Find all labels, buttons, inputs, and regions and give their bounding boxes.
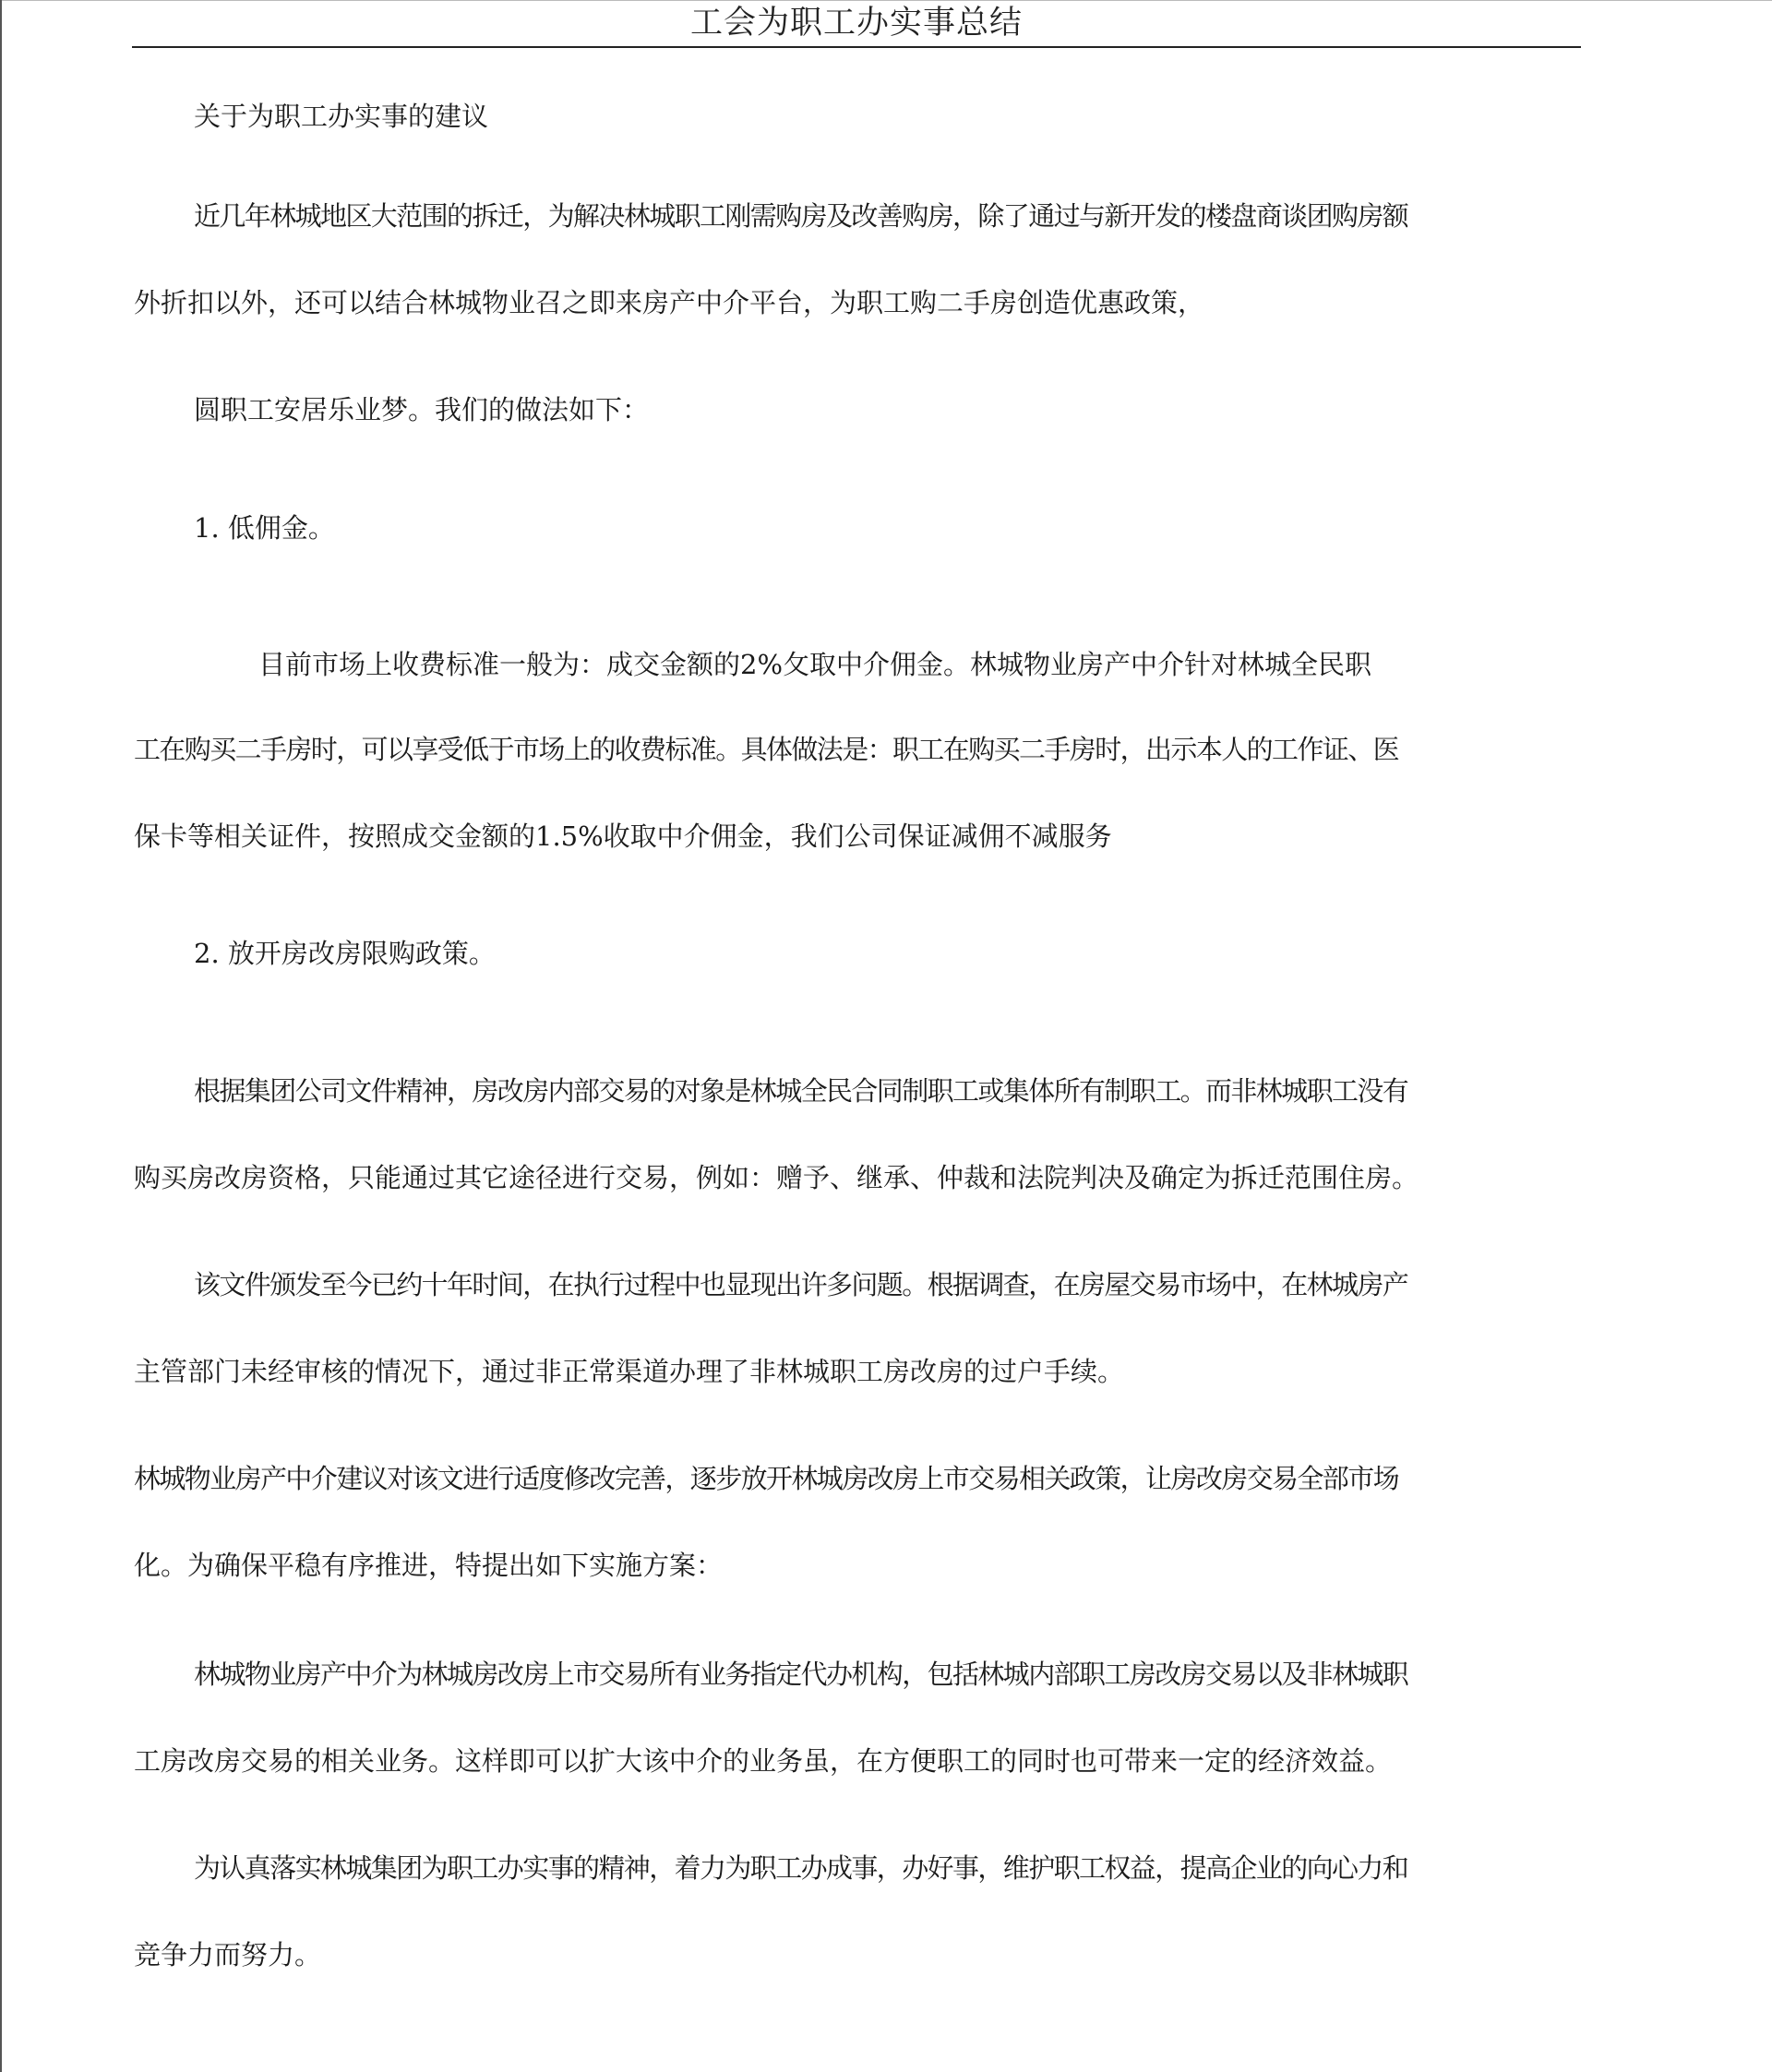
item-2-paragraph-1-line-2: 购买房改房资格，只能通过其它途径进行交易，例如：赠予、继承、仲裁和法院判决及确定为拆迁范围住房。	[134, 1162, 1419, 1193]
item-2-paragraph-3-line-1: 林城物业房产中介建议对该文进行适度修改完善，逐步放开林城房改房上市交易相关政策，让房改房交易全部市场	[134, 1463, 1399, 1494]
item-2-paragraph-4-line-1: 林城物业房产中介为林城房改房上市交易所有业务指定代办机构，包括林城内部职工房改房交易以及非林城职	[194, 1659, 1408, 1690]
item-2-paragraph-2-line-1: 该文件颁发至今已约十年时间，在执行过程中也显现出许多问题。根据调查，在房屋交易市场中，在林城房产	[194, 1269, 1408, 1300]
closing-line-1: 为认真落实林城集团为职工办实事的精神，着力为职工办成事，办好事，维护职工权益，提高企业的向心力和	[194, 1852, 1408, 1884]
item-2-paragraph-3-line-2: 化。为确保平稳有序推进，特提出如下实施方案：	[134, 1550, 724, 1581]
page-left-edge	[0, 0, 2, 2072]
intro-line-2: 外折扣以外，还可以结合林城物业召之即来房产中介平台，为职工购二手房创造优惠政策，	[134, 287, 1205, 318]
intro-line-1: 近几年林城地区大范围的拆迁，为解决林城职工刚需购房及改善购房，除了通过与新开发的楼盘商谈团购房额	[194, 200, 1408, 232]
page-title: 工会为职工办实事总结	[689, 5, 1023, 42]
item-2-paragraph-4-line-2: 工房改房交易的相关业务。这样即可以扩大该中介的业务虽，在方便职工的同时也可带来一定的经济效益。	[134, 1745, 1393, 1777]
intro-line-3: 圆职工安居乐业梦。我们的做法如下：	[194, 394, 650, 425]
item-1-paragraph-line-3: 保卡等相关证件，按照成交金额的1.5%收取中介佣金，我们公司保证减佣不减服务	[134, 820, 1112, 852]
closing-line-2: 竞争力而努力。	[134, 1939, 322, 1970]
document-subtitle: 关于为职工办实事的建议	[194, 101, 489, 132]
item-2-paragraph-1-line-1: 根据集团公司文件精神，房改房内部交易的对象是林城全民合同制职工或集体所有制职工。而非林城职工没有	[194, 1075, 1408, 1107]
item-2-paragraph-2-line-2: 主管部门未经审核的情况下，通过非正常渠道办理了非林城职工房改房的过户手续。	[134, 1356, 1125, 1387]
item-1-paragraph-line-2: 工在购买二手房时，可以享受低于市场上的收费标准。具体做法是：职工在购买二手房时，出示本人的工作证、医	[134, 734, 1399, 765]
item-1-paragraph-line-1: 目前市场上收费标准一般为：成交金额的2%攵取中介佣金。林城物业房产中介针对林城全民职	[258, 649, 1372, 680]
item-1-heading: 1. 低佣金。	[194, 512, 335, 544]
item-2-heading: 2. 放开房改房限购政策。	[194, 938, 496, 969]
page-header	[132, 0, 1581, 48]
